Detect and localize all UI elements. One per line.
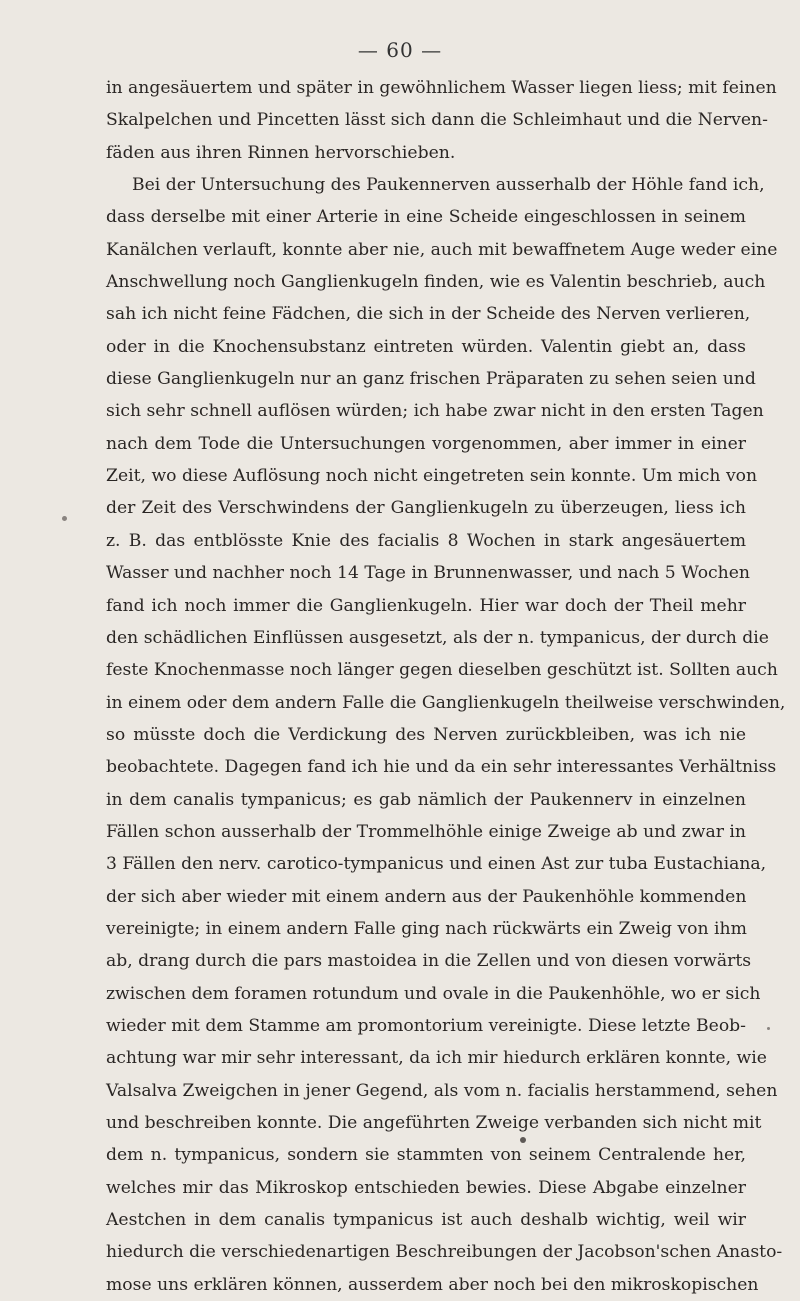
text-line: fand ich noch immer die Ganglienkugeln. Hier war doch der Theil mehr xyxy=(106,595,746,616)
text-line: zwischen dem foramen rotundum und ovale in die Paukenhöhle, wo er sich xyxy=(106,983,761,1004)
text-line: sich sehr schnell auflösen würden; ich habe zwar nicht in den ersten Tagen xyxy=(106,401,764,422)
text-line: welches mir das Mikroskop entschieden bewies. Diese Abgabe einzelner xyxy=(106,1177,746,1198)
text-line: der Zeit des Verschwindens der Ganglienkugeln zu überzeugen, liess ich xyxy=(106,498,746,519)
text-line: z. B. das entblösste Knie des facialis 8 Wochen in stark angesäuertem xyxy=(106,530,746,551)
text-line: diese Ganglienkugeln nur an ganz frischen Präparaten zu sehen seien und xyxy=(106,369,756,390)
text-line: in angesäuertem und später in gewöhnlichem Wasser liegen liess; mit feinen xyxy=(106,78,777,98)
text-line: so müsste doch die Verdickung des Nerven zurückbleiben, was ich nie xyxy=(106,724,746,745)
text-line: achtung war mir sehr interessant, da ich mir hiedurch erklären konnte, wie xyxy=(106,1048,767,1069)
text-line: vereinigte; in einem andern Falle ging nach rückwärts ein Zweig von ihm xyxy=(106,918,747,939)
text-line: Skalpelchen und Pincetten lässt sich dann die Schleimhaut und die Nerven- xyxy=(106,110,768,131)
ink-speck xyxy=(62,516,67,521)
text-line: oder in die Knochensubstanz eintreten würden. Valentin giebt an, dass xyxy=(106,336,746,357)
text-line: Anschwellung noch Ganglienkugeln finden, wie es Valentin beschrieb, auch xyxy=(106,272,766,293)
text-line: der sich aber wieder mit einem andern aus der Paukenhöhle kommenden xyxy=(106,886,747,907)
text-line: dass derselbe mit einer Arterie in eine Scheide eingeschlossen in seinem xyxy=(106,207,746,228)
text-line: Wasser und nachher noch 14 Tage in Brunnenwasser, und nach 5 Wochen xyxy=(106,563,750,584)
text-line: beobachtete. Dagegen fand ich hie und da ein sehr interessantes Verhältniss xyxy=(106,757,777,778)
text-line: in einem oder dem andern Falle die Ganglienkugeln theilweise verschwinden, xyxy=(106,692,786,713)
text-line: hiedurch die verschiedenartigen Beschreibungen der Jacobson'schen Anasto- xyxy=(106,1242,783,1263)
text-line: wieder mit dem Stamme am promontorium vereinigte. Diese letzte Beob- xyxy=(106,1015,746,1036)
ink-speck xyxy=(520,1137,526,1143)
text-line: feste Knochenmasse noch länger gegen dieselben geschützt ist. Sollten auch xyxy=(106,660,778,681)
text-line: fäden aus ihren Rinnen hervorschieben. xyxy=(106,142,456,163)
text-line: ab, drang durch die pars mastoidea in die Zellen und von diesen vorwärts xyxy=(106,951,752,972)
ink-speck xyxy=(767,1027,770,1030)
text-line: und beschreiben konnte. Die angeführten Zweige verbanden sich nicht mit xyxy=(106,1113,762,1133)
text-line: Aestchen in dem canalis tympanicus ist auch deshalb wichtig, weil wir xyxy=(106,1210,746,1231)
text-line: in dem canalis tympanicus; es gab nämlich der Paukennerv in einzelnen xyxy=(106,789,746,810)
text-line: Valsalva Zweigchen in jener Gegend, als vom n. facialis herstammend, sehen xyxy=(106,1080,778,1101)
text-line: dem n. tympanicus, sondern sie stammten von seinem Centralende her, xyxy=(106,1145,746,1166)
text-line: Zeit, wo diese Auflösung noch nicht eingetreten sein konnte. Um mich von xyxy=(106,466,758,487)
text-line: den schädlichen Einflüssen ausgesetzt, als der n. tympanicus, der durch die xyxy=(106,627,769,648)
text-line: Fällen schon ausserhalb der Trommelhöhle einige Zweige ab und zwar in xyxy=(106,821,746,842)
text-line: sah ich nicht feine Fädchen, die sich in der Scheide des Nerven verlieren, xyxy=(106,304,751,325)
page-number: — 60 — xyxy=(357,38,443,62)
text-line: 3 Fällen den nerv. carotico-tympanicus und einen Ast zur tuba Eustachiana, xyxy=(106,854,767,875)
text-line: mose uns erklären können, ausserdem aber noch bei den mikroskopischen xyxy=(106,1274,759,1295)
body-text xyxy=(106,72,786,1301)
text-line: Kanälchen verlauft, konnte aber nie, auch mit bewaffnetem Auge weder eine xyxy=(106,239,778,260)
text-line: Bei der Untersuchung des Paukennerven ausserhalb der Höhle fand ich, xyxy=(132,175,765,196)
text-line: nach dem Tode die Untersuchungen vorgenommen, aber immer in einer xyxy=(106,433,746,454)
